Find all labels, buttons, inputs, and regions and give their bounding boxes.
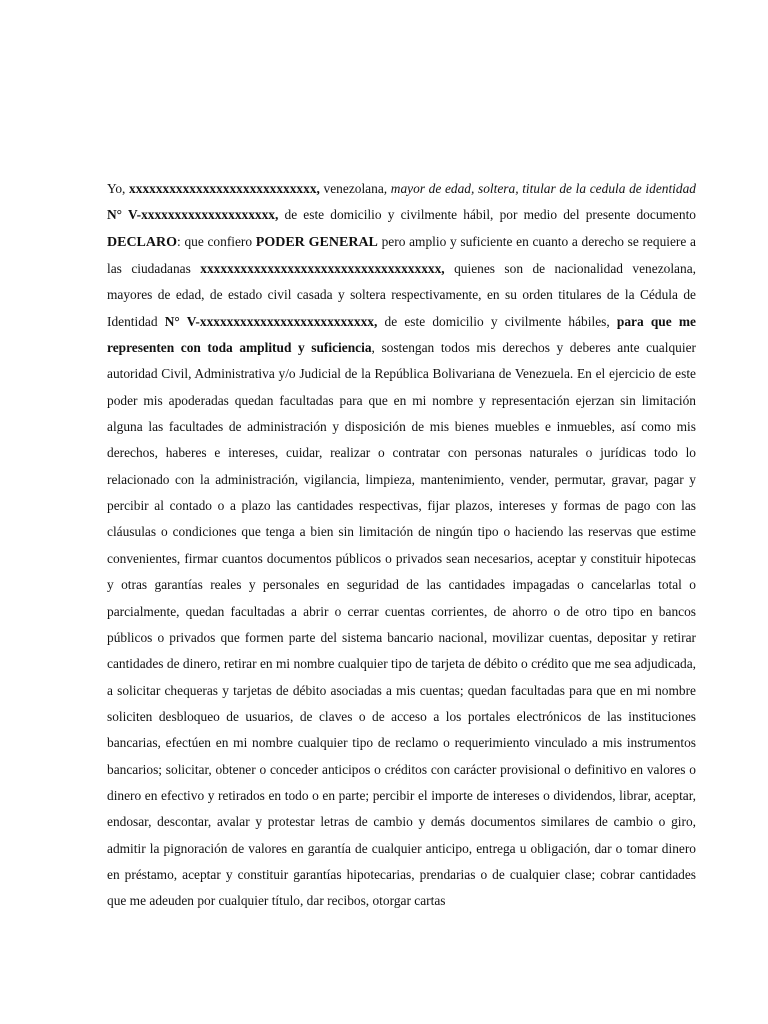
text-run: Yo, — [107, 181, 130, 196]
text-run: , sostengan todos mis derechos y deberes ante cualquier autoridad Civil, Administrativa y/o Judicial de la República Bolivariana de Venezuela. En el ejercicio de este poder mis apoderadas quedan facultadas para que en mi nombre y representación ejerzan sin limitación alguna las facultades de administración y disposición de mis bienes muebles e inmuebles, así como mis derechos, haberes e intereses, cuidar, realizar o contratar con personas naturales o jurídicas todo lo relacionado con la administración, vigilancia, limpieza, mantenimiento, vender, permutar, gravar, pagar y percibir al contado o a plazo las cantidades respectivas, fijar plazos, intereses y formas de pago con las cláusulas o condiciones que tenga a bien sin limitación de ningún tipo o haciendo las reservas que estime convenientes, firmar cuantos documentos públicos o privados sean necesarios, aceptar y constituir hipotecas y otras garantías reales y personales en seguridad de las cantidades impagadas o cancelarlas total o parcialmente, quedan facultadas a abrir o cerrar cuentas corrientes, de ahorro o de otro tipo en bancos públicos o privados que formen parte del sistema bancario nacional, movilizar cuentas, depositar y retirar cantidades de dinero, retirar en mi nombre cualquier tipo de tarjeta de débito o crédito que me sea adjudicada, a solicitar chequeras y tarjetas de débito asociadas a mis cuentas; quedan facultadas para que en mi nombre soliciten desbloqueo de usuarios, de claves o de acceso a los portales electrónicos de las instituciones bancarias, efectúen en mi nombre cualquier tipo de reclamo o requerimiento vinculado a mis instrumentos bancarios; solicitar, obtener o conceder anticipos o créditos con carácter provisional o definitivo en valores o dinero en efectivo y retirados en todo o en parte; percibir el importe de intereses o dividendos, librar, aceptar, endosar, descontar, avalar y protestar letras de cambio y demás documentos similares de cambio o giro, admitir la pignoración de valores en garantía de cualquier anticipo, entrega u obligación, dar o tomar dinero en préstamo, aceptar y constituir garantías hipotecarias, prendarias o de cualquier clase; cobrar cantidades que me adeuden por cualquier título, dar recibos, otorgar cartas — [107, 340, 696, 909]
id-prefix: N° V- — [164, 313, 200, 329]
grantor-name-redacted: xxxxxxxxxxxxxxxxxxxxxxxxxxxx — [129, 181, 317, 196]
text-run: , — [316, 181, 320, 196]
text-run: pero amplio y suficiente en cuanto a derecho se requiere a las ciudadanas — [107, 233, 696, 277]
declaro-keyword: DECLARO — [107, 234, 178, 250]
text-run: de este domicilio y civilmente hábil, por medio del presente documento — [278, 207, 696, 223]
attorneys-ids-redacted: xxxxxxxxxxxxxxxxxxxxxxxxxx, — [199, 313, 378, 329]
text-run: de este domicilio y civilmente hábiles, — [377, 313, 617, 329]
representation-clause: para que me representen con toda amplitud y suficiencia — [107, 313, 696, 356]
text-run: quienes son de nacionalidad venezolana, mayores de edad, de estado civil casada y soltera respectivamente, en su orden titulares de la Cédula de Identidad — [107, 261, 696, 329]
grantor-description: , mayor de edad, soltera, titular de la cedula de identidad — [383, 181, 696, 196]
grantor-id-redacted: xxxxxxxxxxxxxxxxxxxx, — [141, 207, 279, 223]
attorneys-names-redacted: xxxxxxxxxxxxxxxxxxxxxxxxxxxxxxxxxxxx, — [200, 261, 445, 277]
poder-general-keyword: PODER GENERAL — [255, 234, 378, 250]
power-of-attorney-paragraph — [107, 176, 696, 915]
text-run: : que confiero — [177, 233, 256, 249]
text-run: venezolana — [319, 181, 384, 196]
id-prefix: N° V- — [107, 207, 142, 223]
